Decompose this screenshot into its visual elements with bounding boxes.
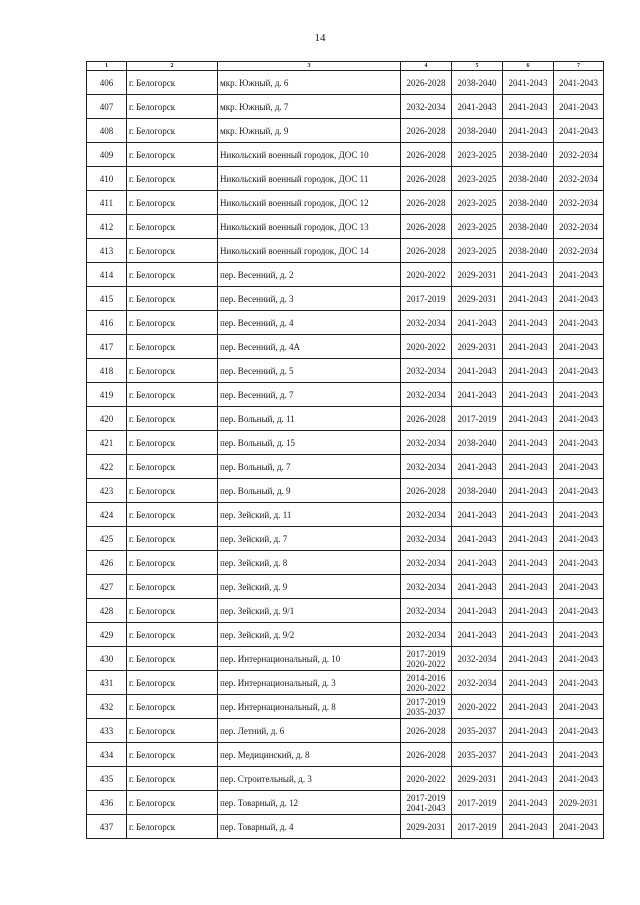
period-2-cell: 2041-2043 (452, 383, 503, 407)
row-number-cell: 419 (87, 383, 127, 407)
table-row (87, 215, 604, 239)
period-1-cell: 2026-2028 (401, 71, 452, 95)
address-cell: пер. Весенний, д. 7 (218, 383, 401, 407)
locality-cell: г. Белогорск (127, 527, 218, 551)
table-row (87, 71, 604, 95)
period-4-cell: 2041-2043 (554, 71, 604, 95)
period-1-cell: 2026-2028 (401, 407, 452, 431)
period-1-cell (401, 791, 452, 815)
table-row (87, 311, 604, 335)
address-cell: пер. Вольный, д. 11 (218, 407, 401, 431)
column-header: 5 (452, 62, 503, 71)
locality-cell: г. Белогорск (127, 143, 218, 167)
period-4-cell: 2041-2043 (554, 551, 604, 575)
address-cell: пер. Зейский, д. 9 (218, 575, 401, 599)
period-3-cell: 2041-2043 (503, 383, 554, 407)
address-cell: пер. Зейский, д. 9/1 (218, 599, 401, 623)
period-2-cell: 2017-2019 (452, 407, 503, 431)
table-row (87, 191, 604, 215)
period-3-cell: 2041-2043 (503, 743, 554, 767)
locality-cell: г. Белогорск (127, 263, 218, 287)
period-3-cell: 2041-2043 (503, 503, 554, 527)
locality-cell: г. Белогорск (127, 383, 218, 407)
period-3-cell: 2038-2040 (503, 143, 554, 167)
period-2-cell: 2017-2019 (452, 815, 503, 839)
locality-cell: г. Белогорск (127, 407, 218, 431)
period-3-cell: 2041-2043 (503, 719, 554, 743)
row-number-cell: 415 (87, 287, 127, 311)
period-2-cell: 2029-2031 (452, 335, 503, 359)
locality-cell: г. Белогорск (127, 167, 218, 191)
period-1-cell: 2029-2031 (401, 815, 452, 839)
table-row (87, 263, 604, 287)
row-number-cell: 428 (87, 599, 127, 623)
period-1-cell: 2032-2034 (401, 95, 452, 119)
table-row (87, 239, 604, 263)
locality-cell: г. Белогорск (127, 359, 218, 383)
table-row (87, 479, 604, 503)
address-cell: пер. Интернациональный, д. 10 (218, 647, 401, 671)
locality-cell: г. Белогорск (127, 743, 218, 767)
address-cell: пер. Весенний, д. 5 (218, 359, 401, 383)
address-cell: пер. Вольный, д. 15 (218, 431, 401, 455)
period-4-cell: 2041-2043 (554, 767, 604, 791)
period-1-cell: 2032-2034 (401, 383, 452, 407)
table-row (87, 407, 604, 431)
row-number-cell: 406 (87, 71, 127, 95)
address-cell: пер. Весенний, д. 2 (218, 263, 401, 287)
address-cell: пер. Зейский, д. 7 (218, 527, 401, 551)
period-4-cell: 2041-2043 (554, 503, 604, 527)
row-number-cell: 420 (87, 407, 127, 431)
table-row (87, 167, 604, 191)
row-number-cell: 432 (87, 695, 127, 719)
table-row (87, 143, 604, 167)
row-number-cell: 423 (87, 479, 127, 503)
address-cell: пер. Интернациональный, д. 8 (218, 695, 401, 719)
period-4-cell: 2032-2034 (554, 215, 604, 239)
row-number-cell: 422 (87, 455, 127, 479)
row-number-cell: 436 (87, 791, 127, 815)
period-1-cell: 2017-2019 (401, 287, 452, 311)
period-4-cell: 2041-2043 (554, 815, 604, 839)
row-number-cell: 437 (87, 815, 127, 839)
period-1-cell: 2026-2028 (401, 191, 452, 215)
period-4-cell: 2041-2043 (554, 599, 604, 623)
address-cell: пер. Медицинский, д. 8 (218, 743, 401, 767)
row-number-cell: 408 (87, 119, 127, 143)
period-3-cell: 2041-2043 (503, 599, 554, 623)
table-row (87, 287, 604, 311)
address-cell: Никольский военный городок, ДОС 11 (218, 167, 401, 191)
row-number-cell: 426 (87, 551, 127, 575)
period-2-cell: 2041-2043 (452, 311, 503, 335)
table-row (87, 551, 604, 575)
period-2-cell: 2035-2037 (452, 743, 503, 767)
period-3-cell: 2041-2043 (503, 431, 554, 455)
period-2-cell: 2041-2043 (452, 95, 503, 119)
column-header: 7 (554, 62, 604, 71)
period-line: 2017-2019 (406, 696, 446, 707)
period-1-cell: 2026-2028 (401, 143, 452, 167)
period-3-cell: 2038-2040 (503, 167, 554, 191)
period-2-cell: 2041-2043 (452, 503, 503, 527)
period-2-cell: 2038-2040 (452, 479, 503, 503)
address-cell: пер. Вольный, д. 9 (218, 479, 401, 503)
period-1-cell (401, 695, 452, 719)
row-number-cell: 434 (87, 743, 127, 767)
period-1-cell: 2026-2028 (401, 119, 452, 143)
period-3-cell: 2041-2043 (503, 671, 554, 695)
period-3-cell: 2041-2043 (503, 815, 554, 839)
row-number-cell: 430 (87, 647, 127, 671)
period-3-cell: 2041-2043 (503, 551, 554, 575)
table-row (87, 647, 604, 671)
column-header: 6 (503, 62, 554, 71)
row-number-cell: 414 (87, 263, 127, 287)
period-3-cell: 2041-2043 (503, 263, 554, 287)
locality-cell: г. Белогорск (127, 95, 218, 119)
period-4-cell: 2032-2034 (554, 143, 604, 167)
column-header: 4 (401, 62, 452, 71)
period-2-cell: 2017-2019 (452, 791, 503, 815)
period-1-cell: 2032-2034 (401, 503, 452, 527)
period-3-cell: 2041-2043 (503, 767, 554, 791)
period-3-cell: 2038-2040 (503, 215, 554, 239)
period-4-cell: 2041-2043 (554, 95, 604, 119)
period-1-cell: 2026-2028 (401, 719, 452, 743)
column-header: 3 (218, 62, 401, 71)
locality-cell: г. Белогорск (127, 599, 218, 623)
period-2-cell: 2041-2043 (452, 455, 503, 479)
period-line: 2041-2043 (406, 802, 446, 813)
period-3-cell: 2041-2043 (503, 623, 554, 647)
period-line: 2017-2019 (406, 648, 446, 659)
period-2-cell: 2023-2025 (452, 215, 503, 239)
period-1-cell: 2032-2034 (401, 575, 452, 599)
table-row (87, 719, 604, 743)
period-4-cell: 2032-2034 (554, 167, 604, 191)
period-4-cell: 2041-2043 (554, 455, 604, 479)
row-number-cell: 427 (87, 575, 127, 599)
period-3-cell: 2041-2043 (503, 455, 554, 479)
table-row (87, 95, 604, 119)
period-4-cell: 2041-2043 (554, 671, 604, 695)
locality-cell: г. Белогорск (127, 287, 218, 311)
schedule-table (86, 61, 604, 839)
row-number-cell: 435 (87, 767, 127, 791)
period-1-cell: 2032-2034 (401, 311, 452, 335)
period-4-cell: 2041-2043 (554, 335, 604, 359)
period-line: 2017-2019 (406, 792, 446, 803)
table-row (87, 599, 604, 623)
row-number-cell: 412 (87, 215, 127, 239)
table-row (87, 791, 604, 815)
period-2-cell: 2041-2043 (452, 359, 503, 383)
table-row (87, 695, 604, 719)
row-number-cell: 417 (87, 335, 127, 359)
locality-cell: г. Белогорск (127, 791, 218, 815)
period-3-cell: 2041-2043 (503, 695, 554, 719)
period-3-cell: 2041-2043 (503, 527, 554, 551)
row-number-cell: 407 (87, 95, 127, 119)
table-row (87, 431, 604, 455)
period-1-cell: 2032-2034 (401, 623, 452, 647)
period-4-cell: 2041-2043 (554, 383, 604, 407)
period-2-cell: 2041-2043 (452, 527, 503, 551)
period-3-cell: 2041-2043 (503, 71, 554, 95)
period-4-cell: 2041-2043 (554, 359, 604, 383)
period-2-cell: 2041-2043 (452, 623, 503, 647)
table-row (87, 119, 604, 143)
period-line: 2014-2016 (406, 672, 446, 683)
period-2-cell: 2029-2031 (452, 287, 503, 311)
locality-cell: г. Белогорск (127, 815, 218, 839)
period-4-cell: 2041-2043 (554, 527, 604, 551)
table-row (87, 575, 604, 599)
period-4-cell: 2041-2043 (554, 719, 604, 743)
address-cell: мкр. Южный, д. 6 (218, 71, 401, 95)
period-4-cell: 2041-2043 (554, 575, 604, 599)
locality-cell: г. Белогорск (127, 215, 218, 239)
period-4-cell: 2041-2043 (554, 119, 604, 143)
period-1-cell: 2032-2034 (401, 551, 452, 575)
period-2-cell: 2038-2040 (452, 119, 503, 143)
locality-cell: г. Белогорск (127, 71, 218, 95)
period-4-cell: 2032-2034 (554, 239, 604, 263)
address-cell: пер. Весенний, д. 3 (218, 287, 401, 311)
period-4-cell: 2041-2043 (554, 623, 604, 647)
locality-cell: г. Белогорск (127, 551, 218, 575)
address-cell: пер. Летний, д. 6 (218, 719, 401, 743)
column-header: 1 (87, 62, 127, 71)
period-1-cell: 2026-2028 (401, 167, 452, 191)
locality-cell: г. Белогорск (127, 695, 218, 719)
address-cell: Никольский военный городок, ДОС 13 (218, 215, 401, 239)
table-row (87, 503, 604, 527)
address-cell: пер. Зейский, д. 9/2 (218, 623, 401, 647)
period-2-cell: 2041-2043 (452, 599, 503, 623)
period-3-cell: 2041-2043 (503, 647, 554, 671)
period-1-cell: 2020-2022 (401, 263, 452, 287)
period-2-cell: 2023-2025 (452, 143, 503, 167)
address-cell: пер. Зейский, д. 8 (218, 551, 401, 575)
row-number-cell: 409 (87, 143, 127, 167)
row-number-cell: 413 (87, 239, 127, 263)
table-row (87, 335, 604, 359)
locality-cell: г. Белогорск (127, 623, 218, 647)
period-1-cell: 2026-2028 (401, 479, 452, 503)
column-header: 2 (127, 62, 218, 71)
period-1-cell: 2032-2034 (401, 599, 452, 623)
locality-cell: г. Белогорск (127, 479, 218, 503)
address-cell: Никольский военный городок, ДОС 14 (218, 239, 401, 263)
period-2-cell: 2038-2040 (452, 71, 503, 95)
table-row (87, 455, 604, 479)
period-1-cell: 2026-2028 (401, 743, 452, 767)
table-row (87, 623, 604, 647)
locality-cell: г. Белогорск (127, 671, 218, 695)
row-number-cell: 433 (87, 719, 127, 743)
period-2-cell: 2023-2025 (452, 239, 503, 263)
locality-cell: г. Белогорск (127, 575, 218, 599)
address-cell: мкр. Южный, д. 9 (218, 119, 401, 143)
row-number-cell: 425 (87, 527, 127, 551)
period-3-cell: 2041-2043 (503, 407, 554, 431)
row-number-cell: 431 (87, 671, 127, 695)
row-number-cell: 429 (87, 623, 127, 647)
period-1-cell: 2032-2034 (401, 455, 452, 479)
period-3-cell: 2041-2043 (503, 287, 554, 311)
period-2-cell: 2032-2034 (452, 671, 503, 695)
period-4-cell: 2041-2043 (554, 287, 604, 311)
period-2-cell: 2032-2034 (452, 647, 503, 671)
table-row (87, 359, 604, 383)
period-3-cell: 2038-2040 (503, 191, 554, 215)
period-1-cell: 2032-2034 (401, 359, 452, 383)
period-4-cell: 2041-2043 (554, 743, 604, 767)
table-body (87, 71, 604, 839)
address-cell: пер. Товарный, д. 12 (218, 791, 401, 815)
period-4-cell: 2041-2043 (554, 647, 604, 671)
period-2-cell: 2041-2043 (452, 575, 503, 599)
period-3-cell: 2041-2043 (503, 95, 554, 119)
table-row (87, 671, 604, 695)
period-4-cell: 2041-2043 (554, 311, 604, 335)
address-cell: пер. Строительный, д. 3 (218, 767, 401, 791)
locality-cell: г. Белогорск (127, 719, 218, 743)
period-4-cell: 2041-2043 (554, 695, 604, 719)
period-4-cell: 2041-2043 (554, 263, 604, 287)
locality-cell: г. Белогорск (127, 431, 218, 455)
address-cell: Никольский военный городок, ДОС 12 (218, 191, 401, 215)
locality-cell: г. Белогорск (127, 191, 218, 215)
address-cell: мкр. Южный, д. 7 (218, 95, 401, 119)
period-3-cell: 2041-2043 (503, 335, 554, 359)
address-cell: пер. Товарный, д. 4 (218, 815, 401, 839)
address-cell: пер. Интернациональный, д. 3 (218, 671, 401, 695)
table-row (87, 743, 604, 767)
row-number-cell: 411 (87, 191, 127, 215)
row-number-cell: 416 (87, 311, 127, 335)
period-4-cell: 2041-2043 (554, 407, 604, 431)
period-3-cell: 2041-2043 (503, 119, 554, 143)
page-number: 14 (314, 32, 326, 44)
period-2-cell: 2020-2022 (452, 695, 503, 719)
period-1-cell (401, 671, 452, 695)
row-number-cell: 421 (87, 431, 127, 455)
period-2-cell: 2023-2025 (452, 191, 503, 215)
address-cell: Никольский военный городок, ДОС 10 (218, 143, 401, 167)
period-2-cell: 2035-2037 (452, 719, 503, 743)
table-row (87, 815, 604, 839)
period-1-cell: 2020-2022 (401, 335, 452, 359)
locality-cell: г. Белогорск (127, 767, 218, 791)
period-2-cell: 2038-2040 (452, 431, 503, 455)
period-3-cell: 2041-2043 (503, 479, 554, 503)
row-number-cell: 418 (87, 359, 127, 383)
period-2-cell: 2023-2025 (452, 167, 503, 191)
table-header-row (87, 62, 604, 71)
period-4-cell: 2041-2043 (554, 431, 604, 455)
period-1-cell: 2032-2034 (401, 431, 452, 455)
locality-cell: г. Белогорск (127, 311, 218, 335)
period-1-cell: 2026-2028 (401, 215, 452, 239)
table-row (87, 383, 604, 407)
locality-cell: г. Белогорск (127, 647, 218, 671)
address-cell: пер. Вольный, д. 7 (218, 455, 401, 479)
row-number-cell: 424 (87, 503, 127, 527)
locality-cell: г. Белогорск (127, 503, 218, 527)
row-number-cell: 410 (87, 167, 127, 191)
table-row (87, 767, 604, 791)
period-3-cell: 2041-2043 (503, 575, 554, 599)
period-1-cell: 2032-2034 (401, 527, 452, 551)
period-2-cell: 2029-2031 (452, 263, 503, 287)
period-line: 2020-2022 (406, 682, 446, 693)
period-3-cell: 2041-2043 (503, 791, 554, 815)
address-cell: пер. Весенний, д. 4 (218, 311, 401, 335)
period-1-cell: 2026-2028 (401, 239, 452, 263)
period-1-cell: 2020-2022 (401, 767, 452, 791)
period-4-cell: 2041-2043 (554, 479, 604, 503)
period-3-cell: 2041-2043 (503, 311, 554, 335)
address-cell: пер. Весенний, д. 4А (218, 335, 401, 359)
locality-cell: г. Белогорск (127, 119, 218, 143)
period-4-cell: 2032-2034 (554, 191, 604, 215)
address-cell: пер. Зейский, д. 11 (218, 503, 401, 527)
period-3-cell: 2038-2040 (503, 239, 554, 263)
period-2-cell: 2041-2043 (452, 551, 503, 575)
locality-cell: г. Белогорск (127, 455, 218, 479)
table-row (87, 527, 604, 551)
period-2-cell: 2029-2031 (452, 767, 503, 791)
locality-cell: г. Белогорск (127, 239, 218, 263)
locality-cell: г. Белогорск (127, 335, 218, 359)
period-line: 2020-2022 (406, 658, 446, 669)
period-line: 2035-2037 (406, 706, 446, 717)
period-3-cell: 2041-2043 (503, 359, 554, 383)
period-4-cell: 2029-2031 (554, 791, 604, 815)
period-1-cell (401, 647, 452, 671)
